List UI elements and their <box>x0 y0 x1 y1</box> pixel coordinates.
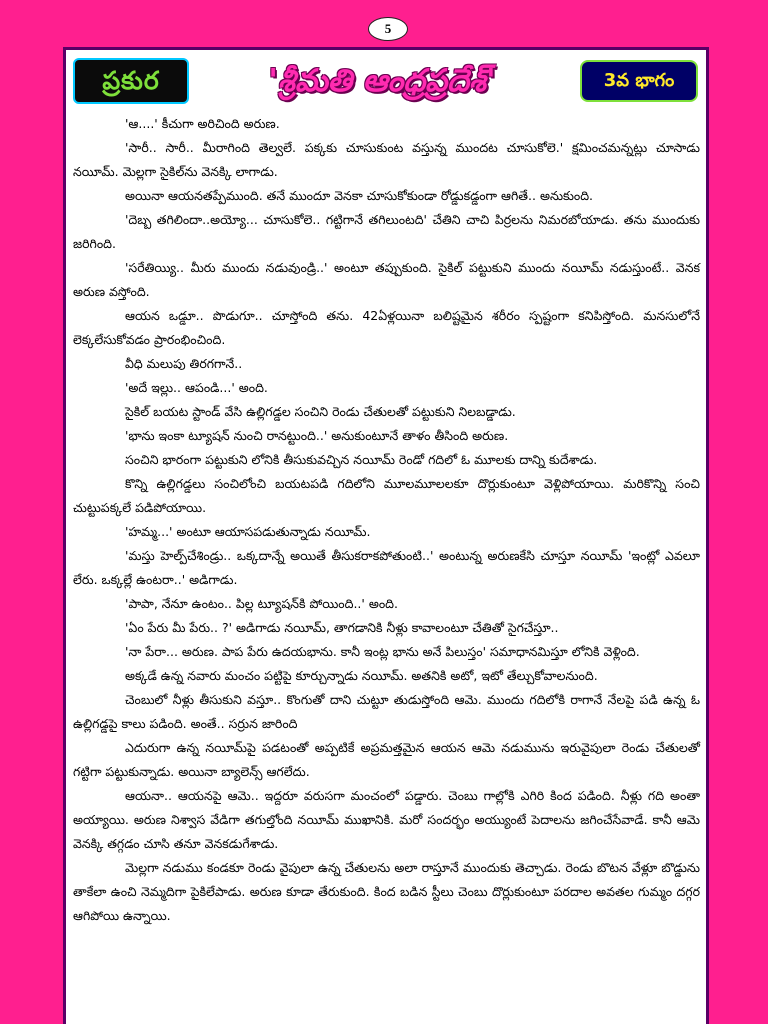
paragraph: మెల్లగా నడుము కండకూ రెండు వైపులా ఉన్న చేతులను అలా రాస్తూనే ముందుకు తెచ్చాడు. రెండు బొటన వేళ్లూ బొడ్డును తాకేలా ఉంచి నెమ్మదిగా పైకిలేపాడు. అరుణ కూడా తేరుకుంది. కింద బడిన స్టీలు చెంబు దొర్లుకుంటూ పరదాల అవతల గుమ్మం దగ్గర ఆగిపోయి ఉన్నాయి. <box>73 860 700 923</box>
series-badge: ప్రకుర <box>73 58 189 104</box>
paragraph: అక్కడే ఉన్న నవారు మంచం పట్టిపై కూర్చున్నాడు నయీమ్. అతనికి అటో, ఇటో తేల్చుకోవాలనుంది. <box>125 668 598 683</box>
story-page <box>63 47 709 1024</box>
paragraph: సంచిని భారంగా పట్టుకుని లోనికి తీసుకువచ్చిన నయీమ్ రెండో గదిలో ఓ మూలకు దాన్ని కుదేశాడు. <box>125 452 598 467</box>
paragraph: 'సారీ.. సారీ.. మీరాగింది తెల్వలే. పక్కకు చూసుకుంట వస్తున్న ముందట చూసుకోలె.' క్షమించమన్నట్లు చూసాడు నయీమ్. మెల్లగా సైకిల్‌ను వెనక్కి లాగాడు. <box>73 140 700 179</box>
paragraph: 'అదే ఇల్లు.. ఆపండి...' అంది. <box>125 380 268 395</box>
paragraph: ఆయన ఒడ్డూ.. పొడుగూ.. చూస్తోంది తను. 42ఏళ్లయినా బలిష్టమైన శరీరం స్పష్టంగా కనిపిస్తోంది. మనసులోనే లెక్కలేసుకోవడం ప్రారంభించింది. <box>73 308 700 347</box>
paragraph: 'భాను ఇంకా ట్యూషన్ నుంచి రానట్టుంది..' అనుకుంటూనే తాళం తీసింది అరుణ. <box>125 428 509 443</box>
paragraph: 'సరేతియ్యి.. మీరు ముందు నడువుండ్రి..' అంటూ తప్పుకుంది. సైకిల్ పట్టుకుని ముందు నయీమ్ నడుస్తుంటే.. వెనక అరుణ వస్తోంది. <box>73 260 700 299</box>
paragraph: 'నా పేరా... అరుణ. పాప పేరు ఉదయభాను. కానీ ఇంట్ల భాను అనే పిలుస్తం' సమాధానమిస్తూ లోనికి వెళ్లింది. <box>125 644 640 659</box>
paragraph: 'హమ్మ...' అంటూ ఆయాసపడుతున్నాడు నయీమ్. <box>125 524 371 539</box>
paragraph: 'ఏం పేరు మీ పేరు.. ?' అడిగాడు నయీమ్, తాగడానికి నీళ్లు కావాలంటూ చేతితో సైగచేస్తూ.. <box>125 620 559 635</box>
paragraph: కొన్ని ఉల్లిగడ్డలు సంచిలోంచి బయటపడి గదిలోని మూలమూలలకూ దొర్లుకుంటూ వెళ్లిపోయాయి. మరికొన్ని సంచి చుట్టుపక్కలే పడిపోయాయి. <box>73 476 700 515</box>
paragraph: ఆయనా.. ఆయనపై ఆమె.. ఇద్దరూ వరుసగా మంచంలో పడ్డారు. చెంబు గాల్లోకి ఎగిరి కింద పడింది. నీళ్లు గది అంతా అయ్యాయి. అరుణ నిశ్వాస వేడిగా తగుల్తోంది నయీమ్ ముఖానికి. మరో సందర్భం అయ్యుంటే పెదాలను జగించేసేవాడే. కానీ ఆమె వెనక్కి తగ్గడం చూసి తనూ వెనకడుగేశాడు. <box>73 788 700 851</box>
paragraph: చెంబులో నీళ్లు తీసుకుని వస్తూ.. కొంగుతో దాని చుట్టూ తుడుస్తోంది ఆమె. ముందు గదిలోకి రాగానే నేలపై పడి ఉన్న ఓ ఉల్లిగడ్డపై కాలు పడింది. అంతే.. సర్రున జారింది <box>73 692 700 731</box>
paragraph: 'పాపా, నేనూ ఉంటం.. పిల్ల ట్యూషన్‌కి పోయింది..' అంది. <box>125 596 398 611</box>
paragraph: 'మస్తు హెల్ప్‌చేశిండ్రు.. ఒక్కదాన్నే అయితే తీసుకరాకపోతుంటి..' అంటున్న అరుణకేసి చూస్తూ నయీమ్ 'ఇంట్లో ఎవలూ లేరు. ఒక్కల్లే ఉంటరా..' అడిగాడు. <box>73 548 700 587</box>
paragraph: అయినా ఆయనతప్పేముంది. తనే ముందూ వెనకా చూసుకోకుండా రోడ్డుకడ్డంగా ఆగితే.. అనుకుంది. <box>125 188 594 203</box>
story-title: 'శ్రీమతి ఆంధ్రప్రదేశ్' <box>268 63 496 99</box>
story-body <box>66 112 706 928</box>
paragraph: వీధి మలుపు తిరగగానే.. <box>125 356 243 371</box>
paragraph: 'ఆ....' కీచుగా అరిచింది అరుణ. <box>125 116 280 131</box>
paragraph: ఎదురుగా ఉన్న నయీమ్‌పై పడటంతో అప్పటికే అప్రమత్తమైన ఆయన ఆమె నడుమును ఇరువైపులా రెండు చేతులతో గట్టిగా పట్టుకున్నాడు. అయినా బ్యాలెన్స్ ఆగలేదు. <box>73 740 700 779</box>
page-number: 5 <box>368 17 408 41</box>
part-badge: 3వ భాగం <box>580 60 698 102</box>
story-header <box>66 50 706 112</box>
paragraph: 'దెబ్బ తగిలిందా..అయ్యో... చూసుకోలె.. గట్టిగానే తగిలుంటది' చేతిని చాచి పిర్రలను నిమరబోయాడు. తను ముందుకు జరిగింది. <box>73 212 700 251</box>
paragraph: సైకిల్ బయట స్టాండ్ వేసి ఉల్లిగడ్డల సంచిని రెండు చేతులతో పట్టుకుని నిలబడ్డాడు. <box>125 404 516 419</box>
